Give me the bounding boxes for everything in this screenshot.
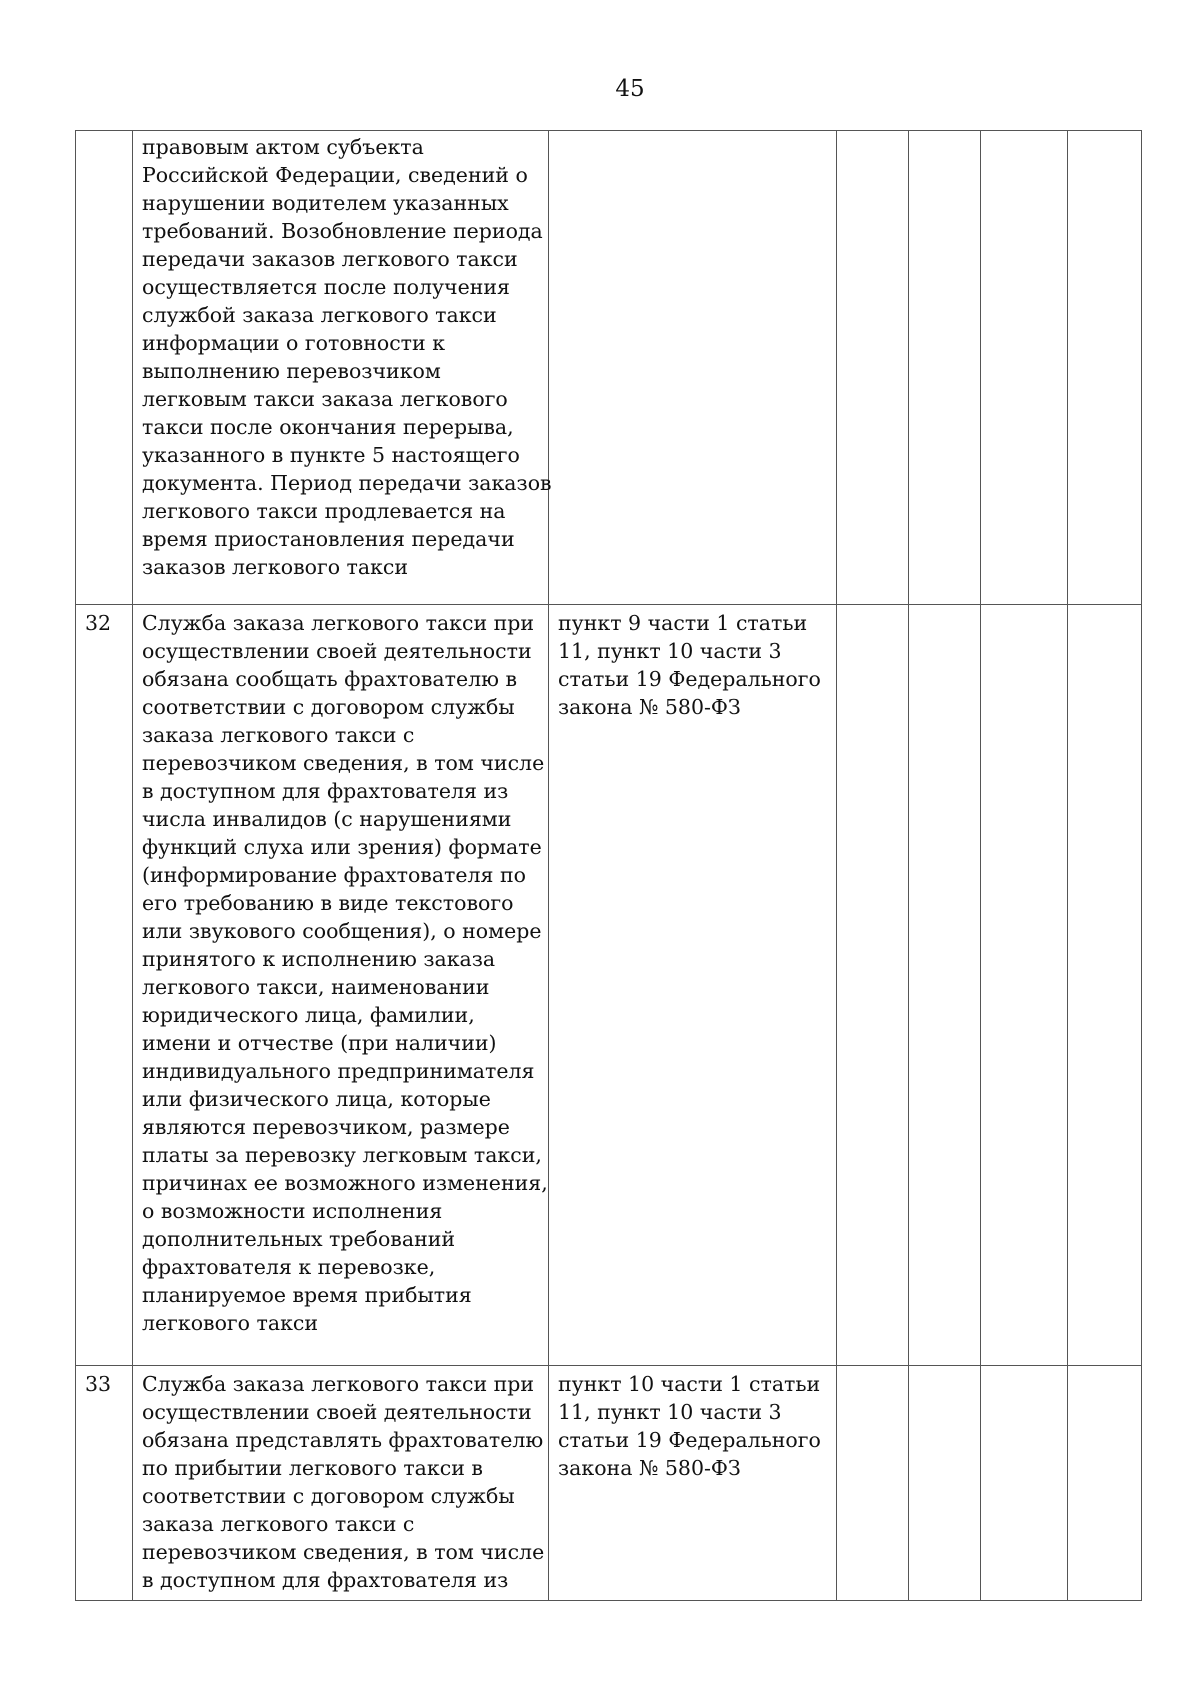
requirements-table [75,130,1142,1601]
reference-line: статьи 19 Федерального [558,1428,821,1452]
row-number-cell [76,605,133,1366]
empty-cell [909,605,981,1366]
requirement-line: или физического лица, которые [142,1087,491,1111]
requirement-line: Служба заказа легкового такси при [142,611,535,635]
empty-cell [981,605,1068,1366]
requirement-line: по прибытии легкового такси в [142,1456,483,1480]
requirement-line: обязана представлять фрахтователю [142,1428,544,1452]
requirement-line: его требованию в виде текстового [142,891,514,915]
row-number-cell [76,131,133,605]
row-number-cell [76,1366,133,1601]
requirement-cell [133,605,549,1366]
requirement-line: планируемое время прибытия [142,1283,472,1307]
requirement-cell [133,131,552,605]
requirement-line: функций слуха или зрения) формате [142,835,542,859]
requirement-line: имени и отчестве (при наличии) [142,1031,497,1055]
empty-cell [837,131,909,605]
requirement-line: указанного в пункте 5 настоящего [142,443,520,467]
reference-line: пункт 10 части 1 статьи [558,1372,821,1396]
requirement-line: заказа легкового такси с [142,723,415,747]
requirement-line: платы за перевозку легковым такси, [142,1143,542,1167]
reference-line: закона № 580-ФЗ [558,1456,741,1480]
requirement-line: Служба заказа легкового такси при [142,1372,535,1396]
requirement-line: перевозчиком сведения, в том числе [142,1540,545,1564]
empty-cell [837,1366,909,1601]
reference-line: пункт 9 части 1 статьи [558,611,808,635]
requirement-line: правовым актом субъекта [142,135,424,159]
requirement-line: принятого к исполнению заказа [142,947,496,971]
reference-cell [549,131,837,605]
requirement-line: легкового такси [142,1311,319,1335]
reference-cell [549,605,837,1366]
requirement-line: Российской Федерации, сведений о [142,163,528,187]
requirement-line: дополнительных требований [142,1227,456,1251]
requirement-line: время приостановления передачи [142,527,515,551]
requirement-line: (информирование фрахтователя по [142,863,526,887]
empty-cell [1068,131,1142,605]
empty-cell [981,131,1068,605]
reference-cell [549,1366,837,1601]
requirement-line: числа инвалидов (с нарушениями [142,807,512,831]
requirement-line: передачи заказов легкового такси [142,247,518,271]
requirement-line: осуществлении своей деятельности [142,1400,532,1424]
page-number: 45 [615,76,645,102]
requirement-line: такси после окончания перерыва, [142,415,514,439]
reference-line: статьи 19 Федерального [558,667,821,691]
requirement-line: о возможности исполнения [142,1199,443,1223]
row-number: 33 [85,1372,112,1396]
requirement-line: легкового такси продлевается на [142,499,506,523]
empty-cell [981,1366,1068,1601]
empty-cell [909,131,981,605]
reference-line: 11, пункт 10 части 3 [558,1400,782,1424]
empty-cell [1068,605,1142,1366]
empty-cell [837,605,909,1366]
requirement-line: в доступном для фрахтователя из [142,779,509,803]
table-row [76,131,1142,605]
requirement-line: соответствии с договором службы [142,1484,515,1508]
requirement-line: осуществлении своей деятельности [142,639,532,663]
requirement-cell [133,1366,549,1601]
requirement-line: легковым такси заказа легкового [142,387,508,411]
requirement-line: заказов легкового такси [142,555,409,579]
requirement-line: соответствии с договором службы [142,695,515,719]
requirement-line: требований. Возобновление периода [142,219,543,243]
requirement-line: или звукового сообщения), о номере [142,919,542,943]
requirement-line: обязана сообщать фрахтователю в [142,667,518,691]
requirement-line: легкового такси, наименовании [142,975,490,999]
empty-cell [1068,1366,1142,1601]
requirement-line: осуществляется после получения [142,275,510,299]
requirement-line: индивидуального предпринимателя [142,1059,535,1083]
requirement-line: документа. Период передачи заказов [142,471,552,495]
table-row [76,1366,1142,1601]
row-number: 32 [85,611,112,635]
requirement-line: причинах ее возможного изменения, [142,1171,548,1195]
requirement-line: юридического лица, фамилии, [142,1003,475,1027]
requirement-line: службой заказа легкового такси [142,303,497,327]
requirement-line: нарушении водителем указанных [142,191,509,215]
empty-cell [909,1366,981,1601]
reference-line: закона № 580-ФЗ [558,695,741,719]
requirement-line: информации о готовности к [142,331,446,355]
requirement-line: выполнению перевозчиком [142,359,441,383]
requirement-line: являются перевозчиком, размере [142,1115,510,1139]
requirement-line: перевозчиком сведения, в том числе [142,751,545,775]
table-row [76,605,1142,1366]
requirement-line: заказа легкового такси с [142,1512,415,1536]
reference-line: 11, пункт 10 части 3 [558,639,782,663]
requirement-line: фрахтователя к перевозке, [142,1255,436,1279]
requirement-line: в доступном для фрахтователя из [142,1568,509,1592]
